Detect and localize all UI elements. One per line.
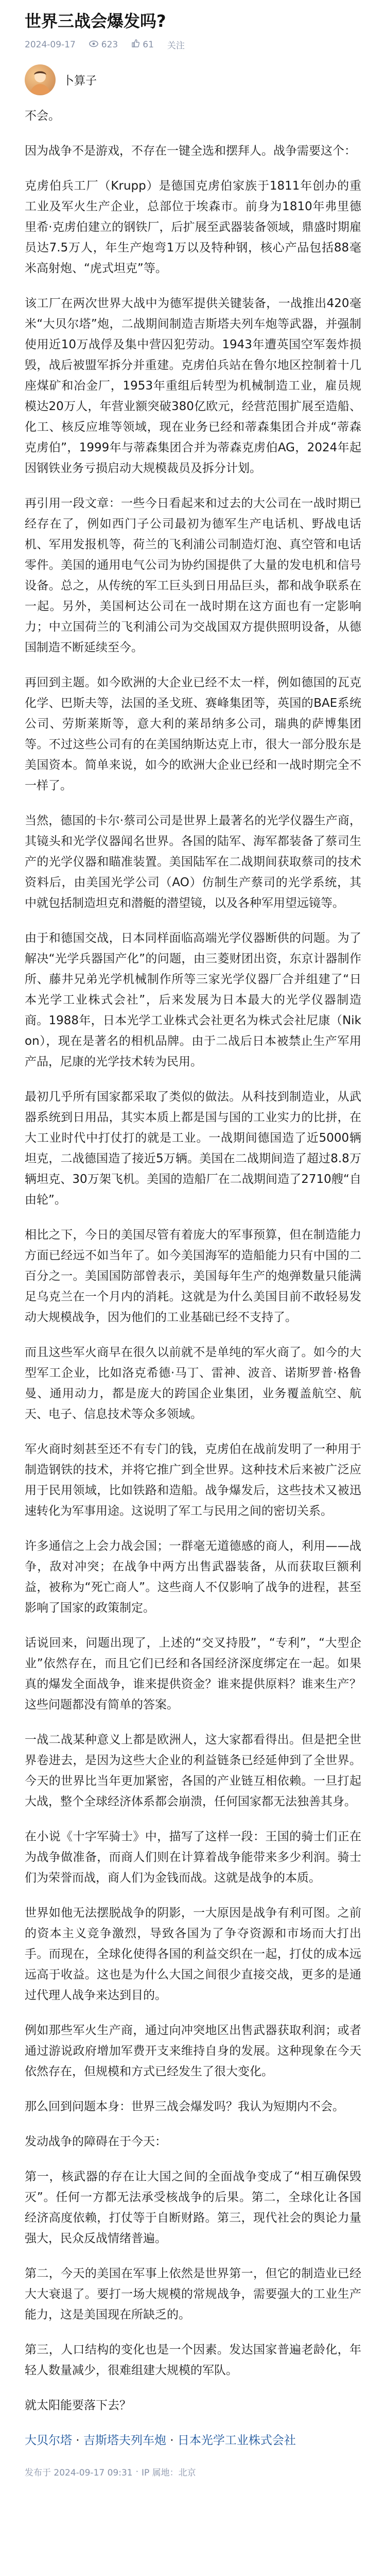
paragraph: 话说回来，问题出现了，上述的“交叉持股”，“专利”，“大型企业”依然存在，而且它们已经和各国经济深度绑定在一起。如果真的爆发全面战争，谁来提供资金？谁来提供原料？谁来生产？这些问题都没有简单的答案。 bbox=[25, 1636, 361, 1711]
eye-icon bbox=[89, 40, 98, 50]
likes-meta[interactable] bbox=[131, 39, 154, 50]
views-meta bbox=[89, 40, 118, 50]
paragraph: 相比之下，今日的美国尽管有着庞大的军事预算，但在制造能力方面已经远不如当年了。如今美国海军的造船能力只有中国的二百分之一。美国国防部曾表示，美国每年生产的炮弹数量只能满足乌克兰在一个月内的消耗。这就是为什么美国目前不敢轻易发动大规模战争，因为他们的工业基础已经不支持了。 bbox=[25, 1228, 361, 1324]
footer-separator: · bbox=[135, 2466, 139, 2477]
paragraph: 由于和德国交战，日本同样面临高端光学仪器断供的问题。为了解决“光学兵器国产化”的问题，由三菱财团出资，东京计器制作所、藤井兄弟光学机械制作所等三家光学仪器厂合并组建了“日本光学工业株式会社”，后来发展为日本最大的光学仪器制造商。1988年，日本光学工业株式会社更名为株式会社尼康（Nikon），现在是著名的相机品牌。由于二战后日本被禁止生产军用产品，尼康的光学技术转为民用。 bbox=[25, 931, 361, 1069]
link-nikon[interactable]: 日本光学工业株式会社 bbox=[177, 2434, 296, 2447]
paragraph: 当然，德国的卡尔·蔡司公司是世界上最著名的光学仪器生产商，其镜头和光学仪器闻名世界。各国的陆军、海军都装备了蔡司生产的光学仪器和瞄准装置。美国陆军在二战期间获取蔡司的技术资料后，由美国光学公司（AO）仿制生产蔡司的光学系统，其中就包括制造坦克和潜艇的潜望镜，以及各种军用望远镜等。 bbox=[25, 814, 361, 910]
paragraph: 在小说《十字军骑士》中，描写了这样一段：王国的骑士们正在为战争做准备，而商人们则在计算着战争能带来多少利润。骑士们为荣誉而战，商人们为金钱而战。这就是战争的本质。 bbox=[25, 1830, 361, 1885]
paragraph: 而且这些军火商早在很久以前就不是单纯的军火商了。如今的大型军工企业，比如洛克希德·马丁、雷神、波音、诺斯罗普·格鲁曼、通用动力，都是庞大的跨国企业集团，业务覆盖航空、航天、电子、信息技术等众多领域。 bbox=[25, 1346, 361, 1421]
paragraph: 第三，人口结构的变化也是一个因素。发达国家普遍老龄化，年轻人数量减少，很难组建大规模的军队。 bbox=[25, 2343, 361, 2377]
article-body bbox=[25, 106, 361, 2451]
paragraph: 发动战争的障碍在于今天： bbox=[25, 2135, 167, 2148]
edited-time: 发布于 2024-09-17 09:31 bbox=[25, 2468, 133, 2478]
paragraph: 再回到主题。如今欧洲的大企业已经不太一样，例如德国的瓦克化学、巴斯夫等，法国的圣戈班、赛峰集团等，英国的BAE系统公司、劳斯莱斯等，意大利的莱昂纳多公司，瑞典的萨博集团等。不过这些公司有的在美国纳斯达克上市，很大一部分股东是美国资本。简单来说，如今的欧洲大企业已经和一战时期完全不一样了。 bbox=[25, 676, 361, 792]
paragraph: 该工厂在两次世界大战中为德军提供关键装备，一战推出420毫米“大贝尔塔”炮，二战期间制造吉斯塔夫列车炮等武器，并强制使用近10万战俘及集中营囚犯劳动。1943年遭英国空军轰炸损毁，战后被盟军拆分并重建。克虏伯兵站在鲁尔地区控制着十几座煤矿和冶金厂，1953年重组后转型为机械制造工业，雇员规模达20万人，年营业额突破380亿欧元，经营范围扩展至造船、化工、核反应堆等领域，现在业务已经和蒂森集团合并成“蒂森克虏伯”，1999年与蒂森集团合并为蒂森克虏伯AG，2024年起因钢铁业务亏损启动大规模裁员及拆分计划。 bbox=[25, 297, 361, 475]
paragraph: 第二，今天的美国在军事上依然是世界第一，但它的制造业已经大大衰退了。要打一场大规模的常规战争，需要强大的工业生产能力，这是美国现在所缺乏的。 bbox=[25, 2267, 361, 2321]
author-row[interactable] bbox=[25, 64, 361, 95]
paragraph: 最初几乎所有国家都采取了类似的做法。从科技到制造业，从武器系统到日用品，其实本质上都是国与国的工业实力的比拼，在大工业时代中打仗打的就是工业。一战期间德国造了近5000辆坦克，二战德国造了接近5万辆。美国在二战期间造了超过8.8万辆坦克、30万架飞机。美国的造船厂在二战期间造了2710艘“自由轮”。 bbox=[25, 1090, 361, 1207]
article-meta bbox=[25, 38, 361, 51]
avatar[interactable] bbox=[25, 64, 56, 95]
date-meta bbox=[25, 40, 76, 50]
paragraph: 克虏伯兵工厂（Krupp）是德国克虏伯家族于1811年创办的重工业及军火生产企业，总部位于埃森市。前身为1810年弗里德里希·克虏伯建立的钢铁厂，后扩展至武器装备领域，鼎盛时期雇员达7.5万人，年生产炮弯1万以及特种钢，核心产品包括88毫米高射炮、“虎式坦克”等。 bbox=[25, 179, 361, 275]
paragraph: 不会。 bbox=[25, 109, 60, 123]
link-list: 大贝尔塔 · 吉斯塔夫列车炮 · 日本光学工业株式会社 bbox=[25, 2434, 296, 2447]
paragraph: 一战二战某种意义上都是欧洲人，这大家都看得出。但是把全世界卷进去，是因为这些大企业的利益链条已经延伸到了全世界。今天的世界比当年更加紧密，各国的产业链互相依赖。一旦打起大战，整个全球经济体系都会崩溃，任何国家都无法独善其身。 bbox=[25, 1733, 361, 1808]
thumb-up-icon bbox=[131, 39, 139, 50]
link-gustav[interactable]: 吉斯塔夫列车炮 bbox=[83, 2434, 166, 2447]
paragraph: 世界如他无法摆脱战争的阴影，一大原因是战争有利可图。之前的资本主义竞争激烈，导致各国为了争夺资源和市场而大打出手。而现在，全球化使得各国的利益交织在一起，打仗的成本远远高于收益。这也是为什么大国之间很少直接交战，更多的是通过代理人战争来达到目的。 bbox=[25, 1906, 361, 2002]
paragraph: 再引用一段文章：一些今日看起来和过去的大公司在一战时期已经存在了，例如西门子公司最初为德军生产电话机、野战电话机、军用发报机等，荷兰的飞利浦公司制造灯泡、真空管和电话零件。美国的通用电气公司为协约国提供了大量的发电机和信号设备。总之，从传统的军工巨头到日用品巨头，都和战争联系在一起。另外，美国柯达公司在一战时期在这方面也有一定影响力；中立国荷兰的飞利浦公司为交战国双方提供照明设备，从德国制造不断延续至今。 bbox=[25, 497, 361, 654]
author-name[interactable]: 卜算子 bbox=[63, 74, 97, 88]
paragraph: 那么回到问题本身：世界三战会爆发吗？我认为短期内不会。 bbox=[25, 2100, 344, 2113]
paragraph: 就太阳能要落下去？ bbox=[25, 2399, 131, 2412]
follow-meta[interactable] bbox=[167, 38, 185, 51]
follow-label: 关注 bbox=[167, 41, 185, 51]
article-footer bbox=[25, 2465, 361, 2499]
avatar-image-icon bbox=[25, 64, 56, 95]
paragraph: 例如那些军火生产商，通过向冲突地区出售武器获取利润；或者通过游说政府增加军费开支来维持自身的发展。这种现象在今天依然存在，但规模和方式已经发生了很大变化。 bbox=[25, 2024, 361, 2078]
date-text: 2024-09-17 bbox=[25, 39, 76, 50]
likes-count: 61 bbox=[143, 39, 154, 50]
views-count: 623 bbox=[101, 39, 118, 50]
paragraph: 军火商时刻甚至还不有专门的钱，克虏伯在战前发明了一种用于制造钢铁的技术，并将它推广到全世界。这种技术后来被广泛应用于民用领域，比如铁路和造船。战争爆发后，这些技术又被迅速转化为军事用途。这说明了军工与民用之间的密切关系。 bbox=[25, 1443, 361, 1518]
paragraph: 因为战争不是游戏，不存在一键全选和摆拜人。战争需要这个： bbox=[25, 144, 356, 158]
link-big-bertha[interactable]: 大贝尔塔 bbox=[25, 2434, 72, 2447]
paragraph: 许多通信之上会力战会国；一群毫无道德感的商人，利用——战争，敌对冲突；在战争中两方出售武器装备，从而获取巨额利益，被称为“死亡商人”。这些商人不仅影响了战争的进程，甚至影响了国家的政策制定。 bbox=[25, 1539, 361, 1615]
paragraph: 第一，核武器的存在让大国之间的全面战争变成了“相互确保毁灭”。任何一方都无法承受核战争的后果。第二，全球化让各国经济高度依赖，打仗等于自断财路。第三，现代社会的舆论力量强大，民众反战情绪普遍。 bbox=[25, 2170, 361, 2245]
ip-location: IP 属地：北京 bbox=[142, 2468, 196, 2478]
article-title: 世界三战会爆发吗? bbox=[25, 11, 166, 31]
